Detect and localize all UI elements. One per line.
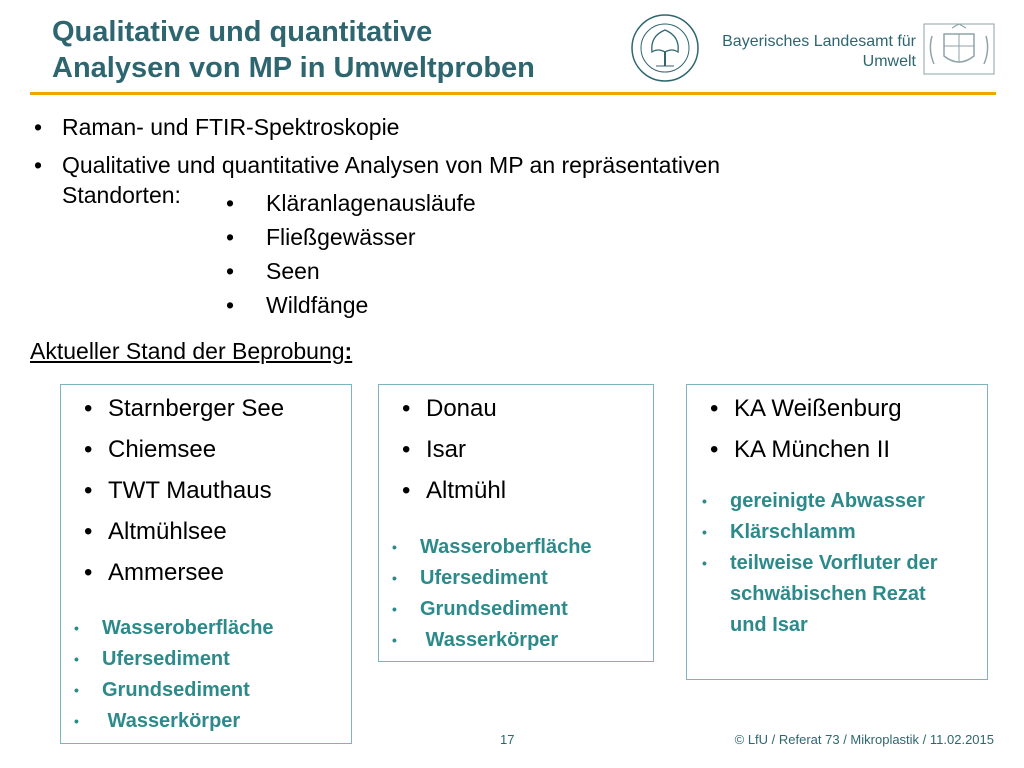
org-line-2: Umwelt	[862, 53, 916, 70]
footer-copyright: © LfU / Referat 73 / Mikroplastik / 11.02.2015	[734, 732, 994, 747]
list-item: • Raman- und FTIR-Spektroskopie	[34, 112, 399, 142]
list-item: • gereinigte Abwasser	[696, 486, 958, 517]
title-line-1: Qualitative und quantitative	[52, 16, 433, 48]
list-item: • Seen	[226, 254, 476, 288]
list-item: • Wasseroberfläche	[68, 613, 274, 644]
slide-title	[52, 14, 535, 86]
list-item: • Ammersee	[84, 552, 284, 593]
list-item: • Wildfänge	[226, 288, 476, 322]
list-item: • Wasserkörper	[68, 706, 274, 737]
treatment-plants-list	[710, 388, 902, 470]
organization-name	[708, 32, 916, 72]
page-number: 17	[500, 732, 515, 747]
lakes-list	[84, 388, 284, 593]
treatment-samples-list	[696, 486, 958, 641]
list-item: • Grundsediment	[68, 675, 274, 706]
list-item: • Altmühl	[402, 470, 506, 511]
list-item: • Wasseroberfläche	[386, 532, 592, 563]
list-item: • Chiemsee	[84, 429, 284, 470]
list-item: • Grundsediment	[386, 594, 592, 625]
ministry-seal-logo	[630, 8, 700, 88]
lakes-samples-list	[68, 613, 274, 737]
header-divider	[30, 92, 996, 95]
analyses-line-1: Qualitative und quantitative Analysen von MP an repräsentativen	[62, 152, 721, 178]
list-item: • Starnberger See	[84, 388, 284, 429]
list-item: • KA München II	[710, 429, 902, 470]
org-line-1: Bayerisches Landesamt für	[722, 33, 916, 50]
analyses-line-2: Standorten:	[62, 182, 181, 208]
rivers-samples-list	[386, 532, 592, 656]
list-item: • TWT Mauthaus	[84, 470, 284, 511]
list-item: • KA Weißenburg	[710, 388, 902, 429]
list-item: • Ufersediment	[68, 644, 274, 675]
status-heading: Aktueller Stand der Beprobung:	[30, 338, 353, 364]
list-item: • Wasserkörper	[386, 625, 592, 656]
bullet-methods	[34, 112, 399, 142]
list-item: • teilweise Vorfluter der schwäbischen Rezat und Isar	[696, 548, 958, 641]
site-types-list	[226, 186, 476, 322]
list-item: • Kläranlagenausläufe	[226, 186, 476, 220]
rivers-list	[402, 388, 506, 511]
list-item: • Donau	[402, 388, 506, 429]
list-item: • Klärschlamm	[696, 517, 958, 548]
list-item: • Fließgewässer	[226, 220, 476, 254]
bavarian-crest-logo	[922, 22, 996, 76]
list-item: • Altmühlsee	[84, 511, 284, 552]
list-item: • Ufersediment	[386, 563, 592, 594]
title-line-2: Analysen von MP in Umweltproben	[52, 52, 535, 84]
list-item: • Isar	[402, 429, 506, 470]
